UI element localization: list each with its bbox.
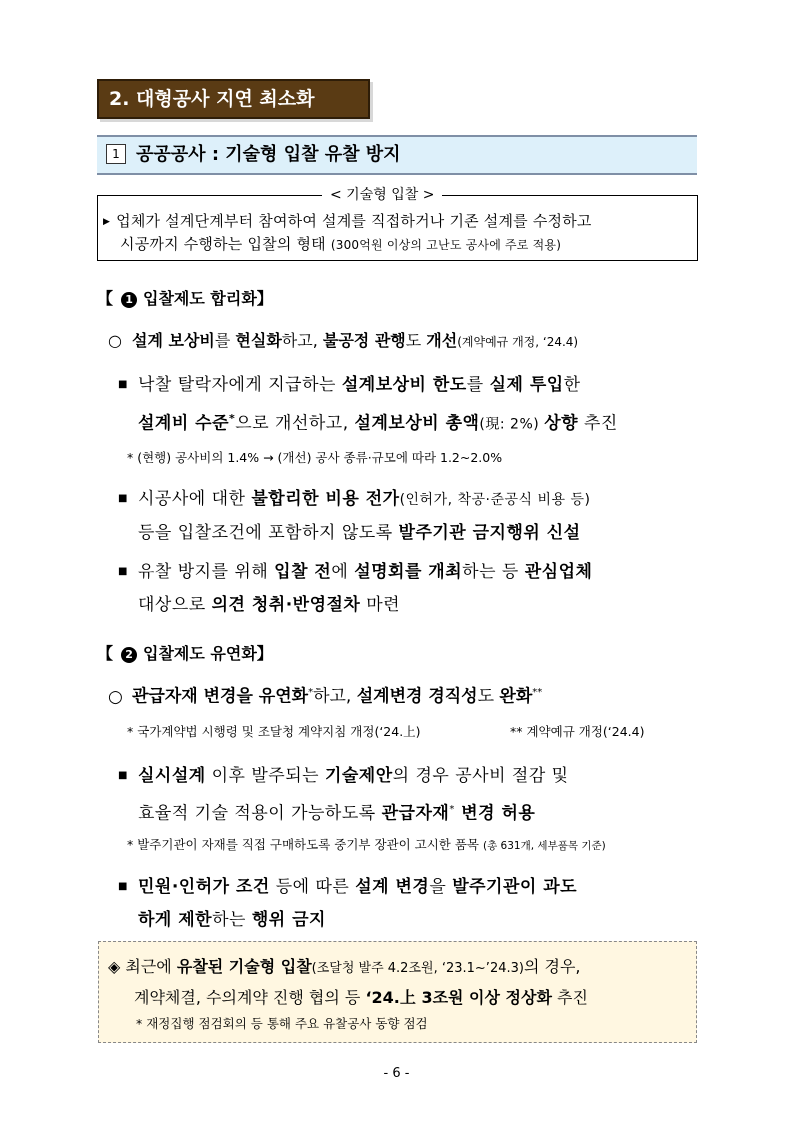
part2-bullet-2: ■ 민원·인허가 조건 등에 따른 설계 변경을 발주기관이 과도 하게 제한하는 행위 금지	[118, 870, 703, 937]
page-number: - 6 -	[383, 1066, 410, 1081]
part1-bullet-3: ■ 유찰 방지를 위해 입찰 전에 설명회를 개최하는 등 관심업체 대상으로 의견 청취·반영절차 마련	[118, 555, 703, 622]
summary-note: * 재정집행 점검회의 등 통해 주요 유찰공사 동향 점검	[136, 1016, 428, 1031]
part1-bullet-2: ■ 시공사에 대한 불합리한 비용 전가(인허가, 착공·준공식 비용 등) 등을 입찰조건에 포함하지 않도록 발주기관 금지행위 신설	[118, 482, 703, 550]
definition-line-1: 업체가 설계단계부터 참여하여 설계를 직접하거나 기존 설계를 수정하고	[116, 212, 592, 230]
definition-note: (300억원 이상의 고난도 공사에 주로 적용)	[330, 238, 562, 252]
triangle-bullet-icon: ▶	[103, 217, 111, 227]
part2-note-1b: ** 계약예규 개정(‘24.4)	[510, 724, 645, 739]
subsection-title: 공공공사 : 기술형 입찰 유찰 방지	[136, 144, 401, 165]
part2-main: ○ 관급자재 변경을 유연화*하고, 설계변경 경직성도 완화**	[108, 680, 708, 710]
part1-heading: 【 1 입찰제도 합리화】	[97, 289, 273, 308]
square-bullet-icon: ■	[118, 379, 128, 390]
subsection-number: 1	[106, 144, 126, 164]
part1-main: ○ 설계 보상비를 현실화하고, 불공정 관행도 개선(계약예규 개정, ‘24.4)	[108, 328, 708, 355]
definition-line-2: 시공까지 수행하는 입찰의 형태	[120, 235, 326, 253]
number-circle-icon: 2	[121, 647, 137, 663]
square-bullet-icon: ■	[118, 881, 128, 892]
definition-title: < 기술형 입찰 >	[322, 186, 442, 204]
square-bullet-icon: ■	[118, 566, 128, 577]
part2-heading: 【 2 입찰제도 유연화】	[97, 644, 273, 663]
part1-note-1: * (현행) 공사비의 1.4% → (개선) 공사 종류·규모에 따라 1.2~2.0%	[127, 450, 503, 465]
summary-text: ◈ 최근에 유찰된 기술형 입찰(조달청 발주 4.2조원, ‘23.1~’24.3)의 경우, 계약체결, 수의계약 진행 협의 등 ‘24.上 3조원 이상 정상화 추진 * 재정집행 점검회의 등 통해 주요 유찰공사 동향 점검	[108, 952, 693, 1036]
section-title: 2. 대형공사 지연 최소화	[97, 79, 370, 119]
square-bullet-icon: ■	[118, 770, 128, 781]
square-bullet-icon: ■	[118, 493, 128, 504]
circle-bullet-icon: ○	[108, 331, 122, 350]
part1-bullet-1: ■ 낙찰 탈락자에게 지급하는 설계보상비 한도를 실제 투입한 설계비 수준*으로 개선하고, 설계보상비 총액(現: 2%) 상향 추진	[118, 368, 703, 442]
part2-note-1a: * 국가계약법 시행령 및 조달청 계약지침 개정(‘24.上)	[127, 724, 421, 739]
diamond-bullet-icon: ◈	[108, 957, 121, 976]
part2-bullet-1: ■ 실시설계 이후 발주되는 기술제안의 경우 공사비 절감 및 효율적 기술 적용이 가능하도록 관급자재* 변경 허용	[118, 759, 703, 831]
definition-text	[103, 210, 693, 256]
number-circle-icon: 1	[121, 292, 137, 308]
subsection-header	[97, 135, 697, 175]
circle-bullet-icon: ○	[108, 686, 123, 707]
part2-note-2: * 발주기관이 자재를 직접 구매하도록 중기부 장관이 고시한 품목 (총 631개, 세부품목 기준)	[127, 837, 606, 852]
